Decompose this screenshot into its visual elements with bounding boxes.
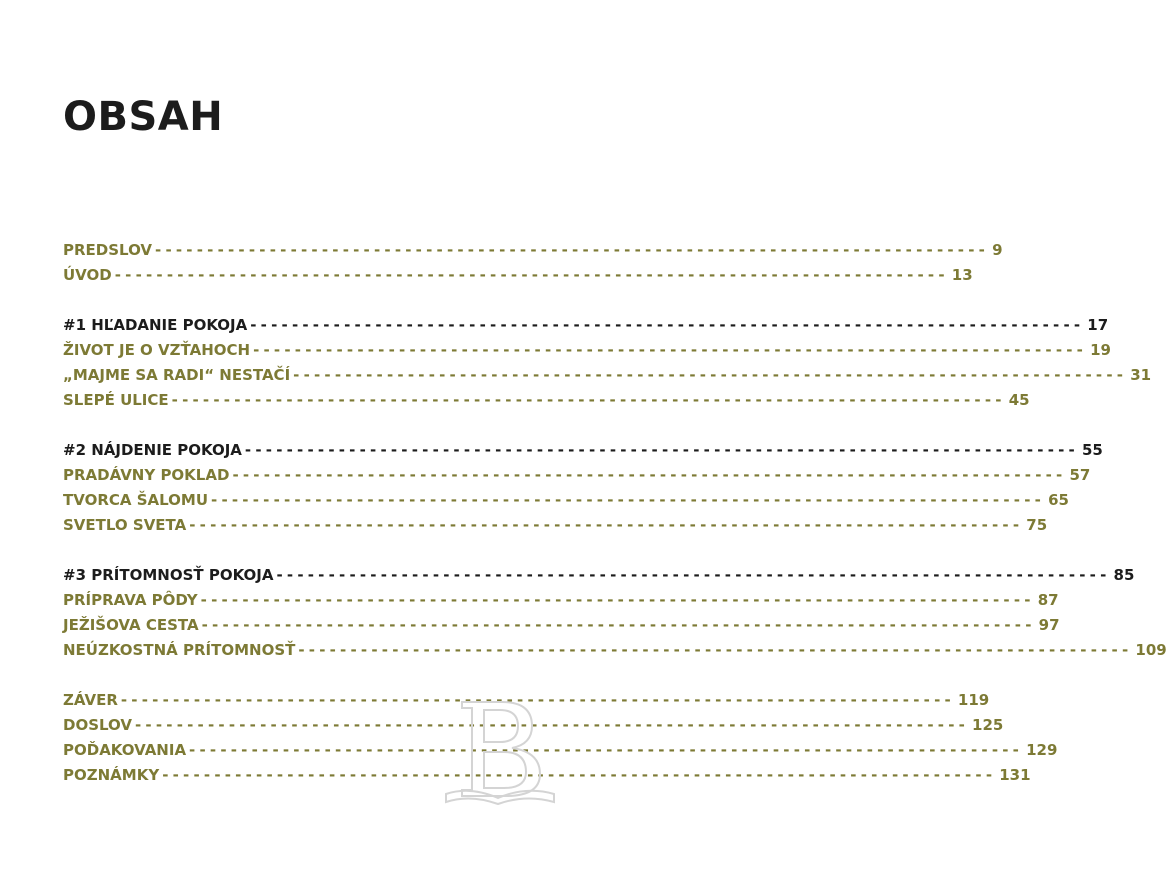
toc-entry-label: SLEPÉ ULICE — [63, 391, 169, 409]
toc-page-number: 131 — [999, 766, 1031, 784]
toc-entry-label: POZNÁMKY — [63, 766, 160, 784]
dot-leader: -------------------------------------------------------------------------------- — [200, 591, 1035, 609]
toc-entry-label: PREDSLOV — [63, 241, 153, 259]
toc-entry-label: ÚVOD — [63, 266, 112, 284]
toc-section-heading — [63, 563, 1135, 588]
dot-leader: -------------------------------------------------------------------------------- — [201, 616, 1036, 634]
toc-entry — [63, 238, 1003, 263]
dot-leader: -------------------------------------------------------------------------------- — [120, 691, 955, 709]
toc-page-number: 55 — [1081, 441, 1103, 459]
toc-page-number: 119 — [957, 691, 990, 709]
toc-page-number: 129 — [1026, 741, 1058, 759]
toc-entry-label: #3 PRÍTOMNOSŤ POKOJA — [63, 566, 274, 584]
dot-leader: -------------------------------------------------------------------------------- — [211, 491, 1046, 509]
toc-page-number: 125 — [972, 716, 1004, 734]
dot-leader: -------------------------------------------------------------------------------- — [155, 241, 990, 259]
toc-page-number: 97 — [1038, 616, 1060, 634]
toc-entry-label: #1 HĽADANIE POKOJA — [63, 316, 248, 334]
dot-leader: -------------------------------------------------------------------------------- — [276, 566, 1111, 584]
toc-entry-label: TVORCA ŠALOMU — [63, 491, 209, 509]
toc-page-number: 31 — [1130, 366, 1152, 384]
toc-entry-label: #2 NÁJDENIE POKOJA — [63, 441, 242, 459]
toc-page-number: 87 — [1037, 591, 1059, 609]
dot-leader: -------------------------------------------------------------------------------- — [250, 316, 1085, 334]
toc-entry — [63, 638, 1167, 663]
toc-entry — [63, 513, 1048, 538]
dot-leader: -------------------------------------------------------------------------------- — [298, 641, 1133, 659]
toc-page-number: 17 — [1087, 316, 1109, 334]
toc-entry-label: NEÚZKOSTNÁ PRÍTOMNOSŤ — [63, 641, 296, 659]
toc-entry — [63, 263, 973, 288]
toc-group — [63, 438, 1103, 538]
toc-entry — [63, 363, 1152, 388]
dot-leader: -------------------------------------------------------------------------------- — [162, 766, 997, 784]
toc-entry-label: ŽIVOT JE O VZŤAHOCH — [63, 341, 251, 359]
dot-leader: -------------------------------------------------------------------------------- — [293, 366, 1128, 384]
toc-entry — [63, 463, 1091, 488]
toc-entry-label: „MAJME SA RADI“ NESTAČÍ — [63, 366, 291, 384]
toc-section-heading — [63, 438, 1103, 463]
toc-page-number: 13 — [951, 266, 973, 284]
dot-leader: -------------------------------------------------------------------------------- — [189, 741, 1024, 759]
toc-group — [63, 238, 1003, 288]
toc-entry-label: ZÁVER — [63, 691, 118, 709]
toc-page-number: 9 — [992, 241, 1003, 259]
toc-entry — [63, 388, 1030, 413]
dot-leader: -------------------------------------------------------------------------------- — [253, 341, 1088, 359]
toc-entry — [63, 338, 1111, 363]
dot-leader: -------------------------------------------------------------------------------- — [114, 266, 949, 284]
dot-leader: -------------------------------------------------------------------------------- — [171, 391, 1006, 409]
toc-entry-label: POĎAKOVANIA — [63, 741, 187, 759]
dot-leader: -------------------------------------------------------------------------------- — [244, 441, 1079, 459]
toc-page-number: 45 — [1008, 391, 1030, 409]
toc-page-number: 57 — [1069, 466, 1091, 484]
dot-leader: -------------------------------------------------------------------------------- — [135, 716, 970, 734]
toc-section-heading — [63, 313, 1109, 338]
dot-leader: -------------------------------------------------------------------------------- — [232, 466, 1067, 484]
toc-entry — [63, 588, 1059, 613]
toc-entry — [63, 488, 1069, 513]
toc-page-number: 19 — [1090, 341, 1111, 359]
toc-entry-label: JEŽIŠOVA CESTA — [63, 616, 199, 634]
toc-entry-label: DOSLOV — [63, 716, 132, 734]
toc-entry-label: PRÍPRAVA PÔDY — [63, 591, 198, 609]
toc-page-number: 65 — [1048, 491, 1069, 509]
toc-page-number: 75 — [1026, 516, 1048, 534]
toc-group — [63, 313, 1152, 413]
toc-group — [63, 563, 1167, 663]
book-b-logo-icon — [440, 690, 560, 805]
toc-entry-label: PRADÁVNY POKLAD — [63, 466, 230, 484]
toc-page-number: 85 — [1113, 566, 1135, 584]
page-title: OBSAH — [63, 94, 224, 140]
toc-entry-label: SVETLO SVETA — [63, 516, 187, 534]
toc-entry — [63, 613, 1060, 638]
dot-leader: -------------------------------------------------------------------------------- — [189, 516, 1024, 534]
toc-page-number: 109 — [1135, 641, 1167, 659]
